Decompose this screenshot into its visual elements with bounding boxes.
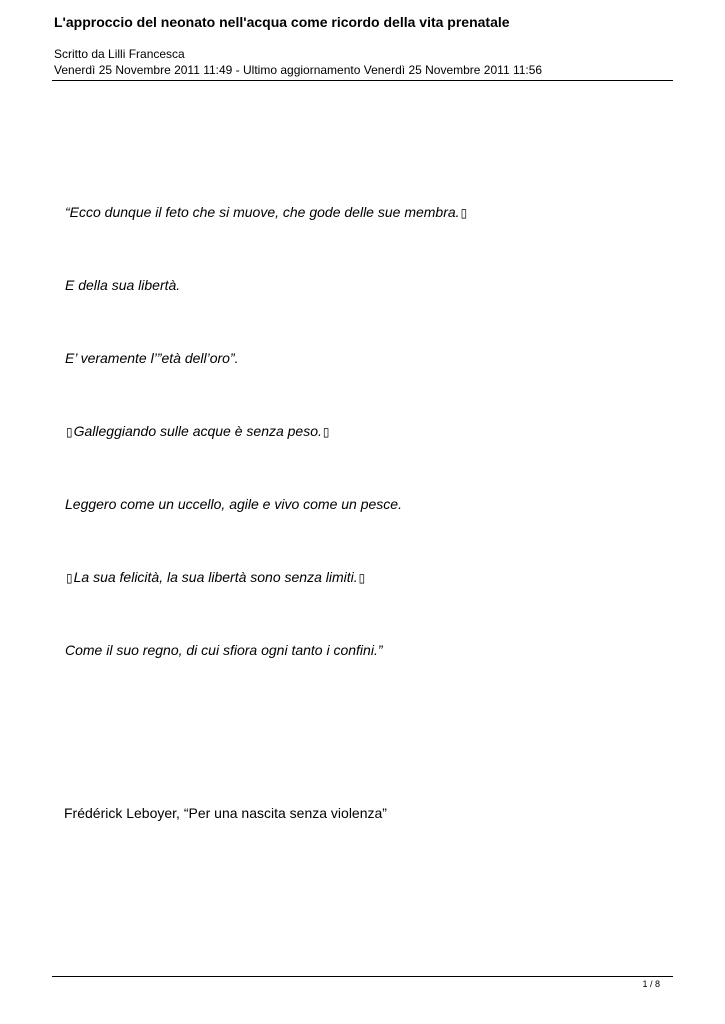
quote-line-4-text: Galleggiando sulle acque è senza peso. [73, 423, 322, 439]
missing-glyph-icon: ▯ [322, 425, 330, 439]
page-number: 1 / 8 [642, 979, 660, 989]
quote-line-6-text: La sua felicità, la sua libertà sono senza limiti. [73, 569, 358, 585]
quote-line-2: E della sua libertà. [65, 277, 181, 293]
header-divider [52, 80, 673, 81]
quote-attribution: Frédérick Leboyer, “Per una nascita senza violenza” [64, 805, 387, 821]
quote-line-4 [65, 423, 331, 439]
quote-line-6 [65, 569, 366, 585]
missing-glyph-icon: ▯ [66, 571, 73, 585]
quote-line-5: Leggero come un uccello, agile e vivo come un pesce. [65, 496, 402, 512]
author-line: Scritto da Lilli Francesca [54, 47, 185, 61]
document-title: L'approccio del neonato nell'acqua come ricordo della vita prenatale [54, 14, 510, 30]
quote-line-3: E’ veramente l’”età dell’oro”. [65, 350, 239, 366]
missing-glyph-icon: ▯ [460, 206, 468, 220]
quote-line-1 [65, 204, 468, 220]
quote-line-1-text: “Ecco dunque il feto che si muove, che gode delle sue membra. [65, 204, 460, 220]
quote-line-7: Come il suo regno, di cui sfiora ogni tanto i confini.” [65, 642, 383, 658]
date-line: Venerdì 25 Novembre 2011 11:49 - Ultimo aggiornamento Venerdì 25 Novembre 2011 11:56 [54, 63, 543, 77]
missing-glyph-icon: ▯ [66, 425, 73, 439]
footer-divider [52, 976, 673, 977]
missing-glyph-icon: ▯ [358, 571, 366, 585]
